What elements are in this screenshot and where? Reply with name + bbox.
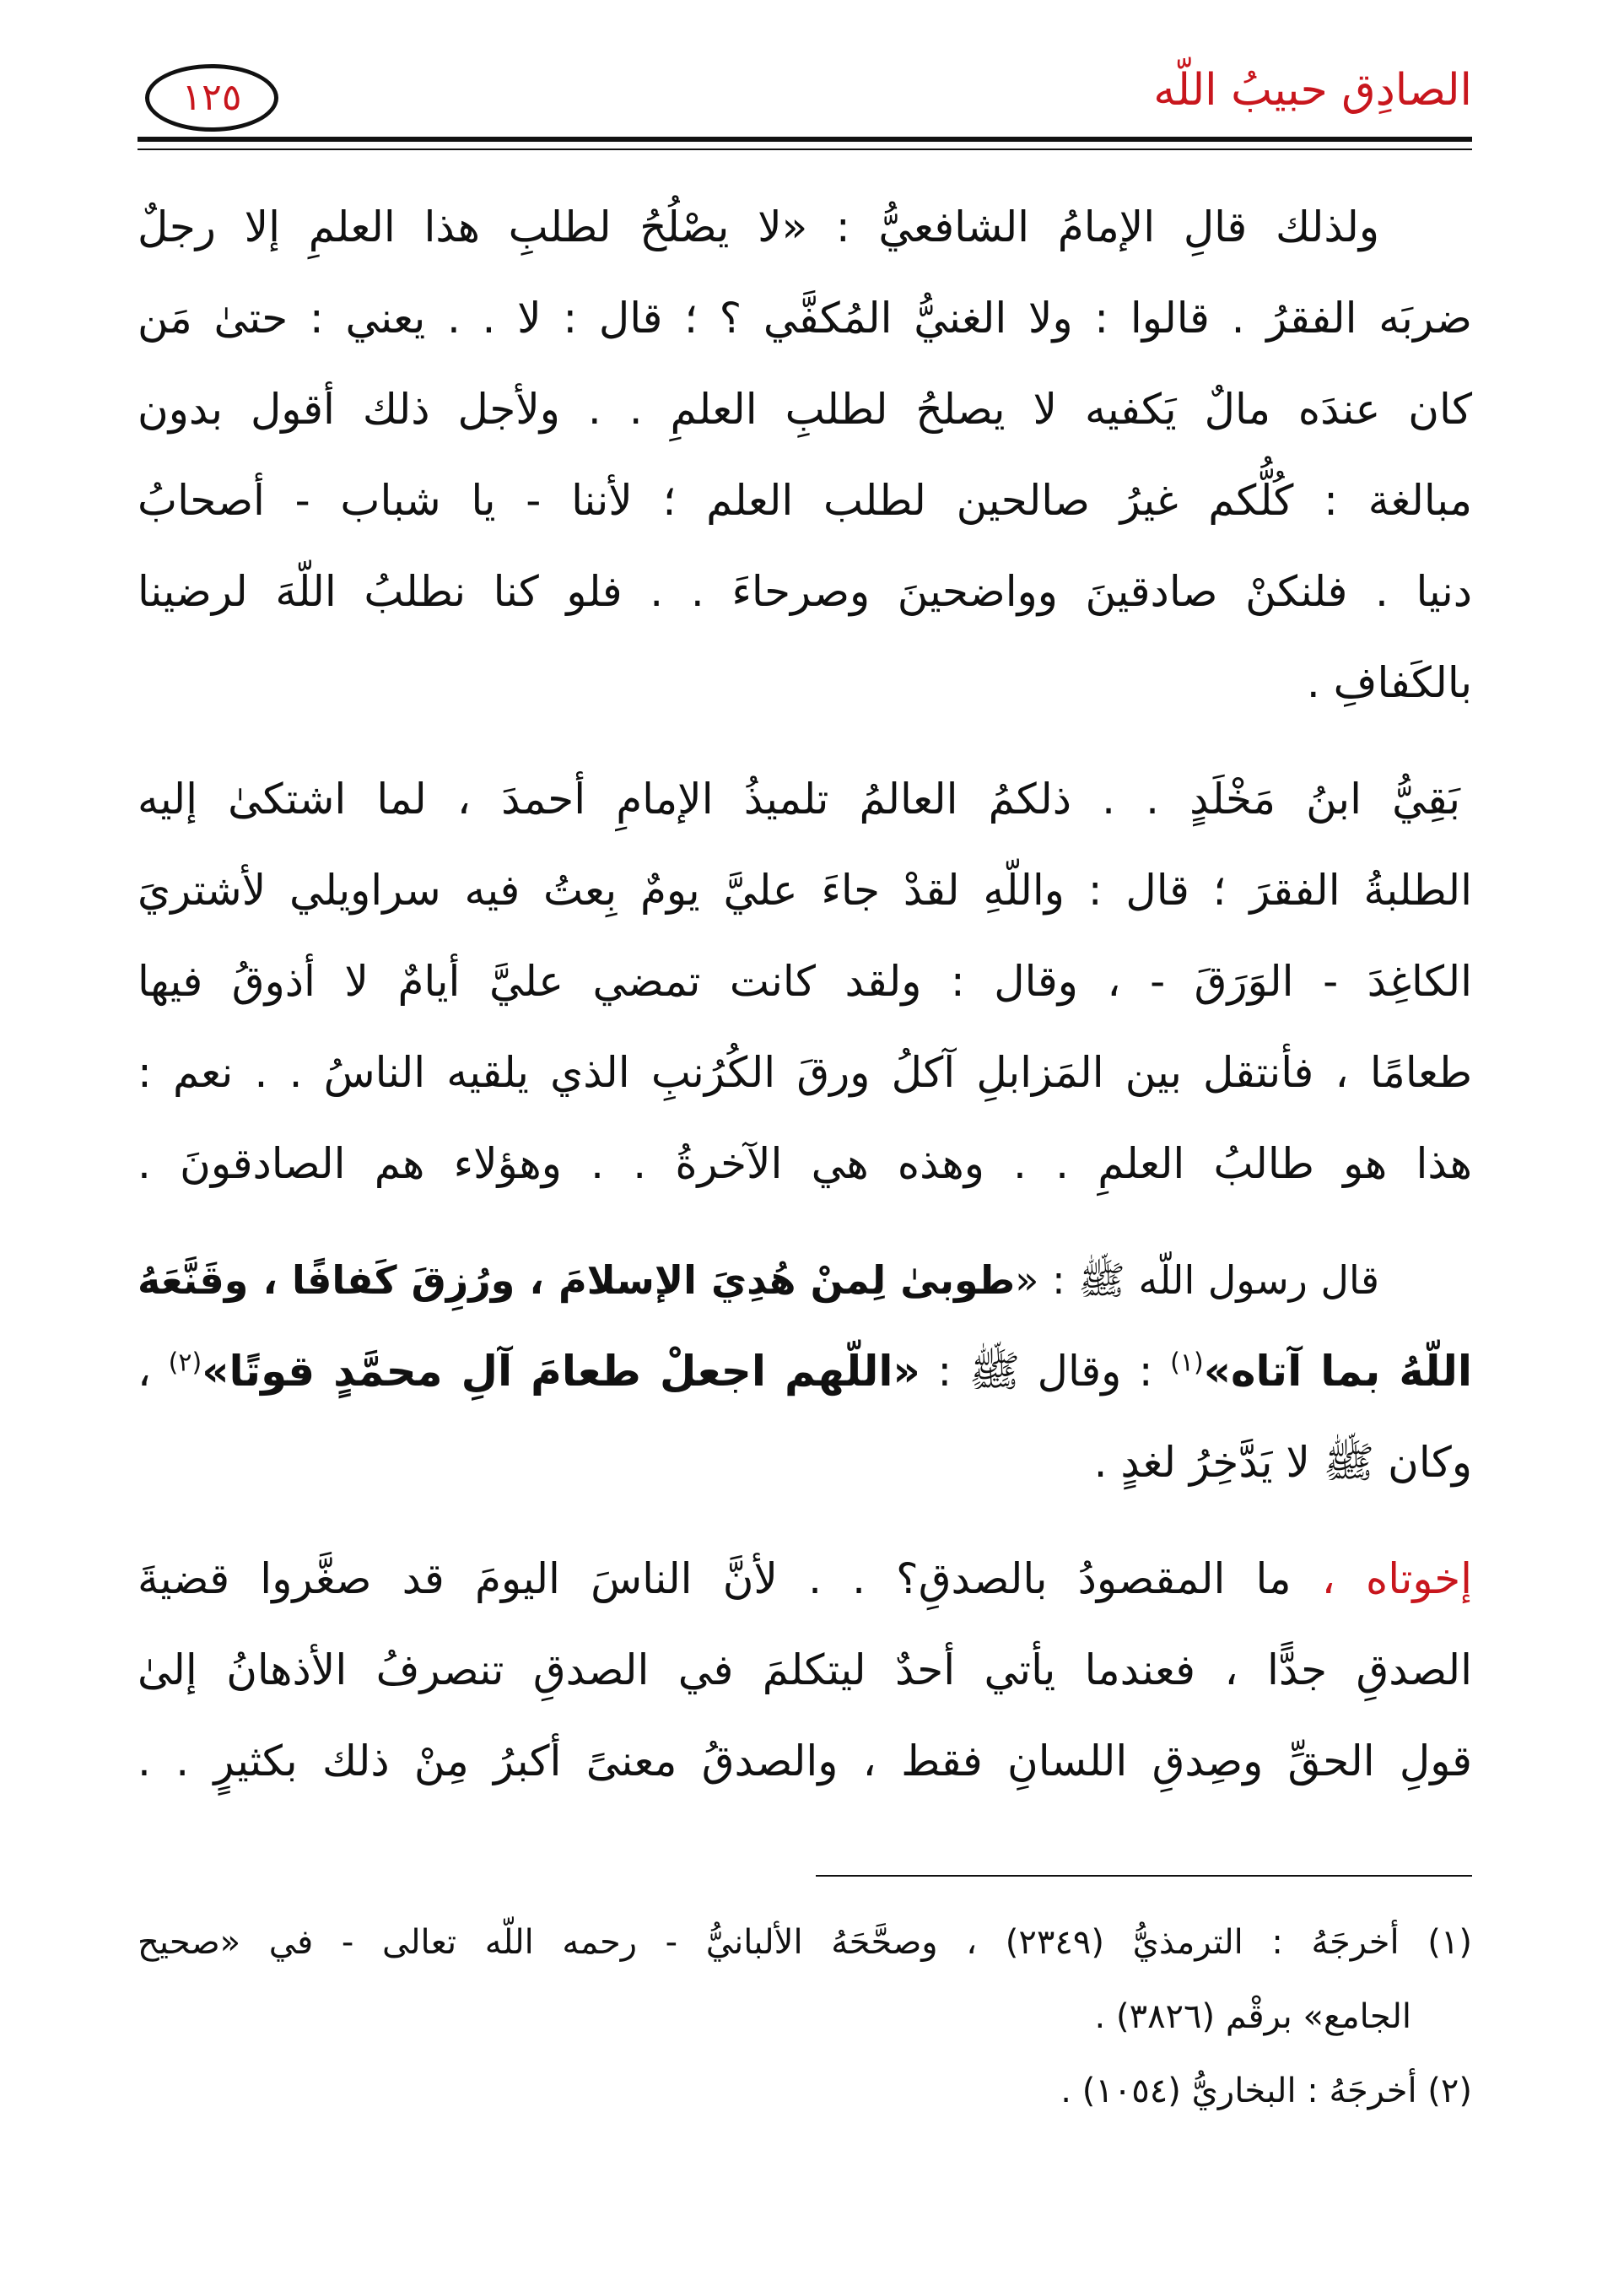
body-line: بالكَفافِ . [1306,658,1472,707]
header-rule-thick [138,137,1472,142]
body-line: مبالغة : كُلُّكم غيرُ صالحين لطلب العلم ؛ لأننا - يا شباب - أصحابُ [138,476,1472,525]
paragraph-4 [138,1533,1472,1807]
body-line: وكان ﷺ لا يَدَّخِرُ لغدٍ . [1093,1438,1472,1487]
address-word: إخوتاه ، [1321,1554,1472,1603]
hadith-quote: اللّهُ بما آتاه» [1203,1347,1472,1396]
body-line: دنيا . فلنكنْ صادقينَ وواضحينَ وصرحاءَ . . فلو كنا نطلبُ اللّهَ لرضينا [138,567,1472,616]
body-line: قولِ الحقِّ وصِدقِ اللسانِ فقط ، والصدقُ معنىً أكبرُ مِنْ ذلك بكثيرٍ . . [138,1737,1472,1785]
footnote-2-line: (٢) أخرجَهُ : البخاريُّ (١٠٥٤) . [1060,2072,1472,2110]
header-rule-thin [138,149,1472,150]
page-number-oval: ١٢٥ [145,64,278,132]
body-text: ما المقصودُ بالصدقِ؟ . . لأنَّ الناسَ اليومَ قد صغَّروا قضيةَ [138,1554,1322,1603]
body-line [138,1533,1472,1624]
footnote-ref-1: (١) [1170,1348,1204,1378]
body-line: طعامًا ، فأنتقل بين المَزابلِ آكلُ ورقَ الكُرُنبِ الذي يلقيه الناسُ . . نعم : [138,1048,1472,1097]
body-line: الصدقِ جدًّا ، فعندما يأتي أحدٌ ليتكلمَ في الصدقِ تنصرفُ الأذهانُ إلىٰ [138,1645,1472,1694]
body-line: هذا هو طالبُ العلمِ . . وهذه هي الآخرةُ . . وهؤلاء هم الصادقونَ . [138,1139,1472,1188]
hadith-lead-text: قال رسول اللّه ﷺ : « [1015,1257,1379,1303]
body-line [138,1326,1472,1417]
footnotes [138,1905,1472,2128]
paragraph-1 [138,181,1472,728]
body-line [138,1234,1472,1326]
body-line: ضربَه الفقرُ . قالوا : ولا الغنيُّ المُكفَّي ؟ ؛ قال : لا . . يعني : حتىٰ مَن [138,294,1472,343]
footnote-separator [816,1875,1472,1877]
running-title: الصادِق حبيبُ اللّه [1153,65,1472,116]
footnote-ref-2: (٢) [168,1348,202,1378]
body-line: ولذلك قالِ الإمامُ الشافعيُّ : «لا يصْلُحُ لطلبِ هذا العلمِ إلا رجلٌ [138,203,1379,251]
paragraph-3 [138,1234,1472,1508]
paragraph-2 [138,754,1472,1209]
body-line: الكاغِدَ - الوَرَقَ - ، وقال : ولقد كانت تمضي عليَّ أيامٌ لا أذوقُ فيها [138,957,1472,1006]
footnote-1-line: الجامع» برقْم (٣٨٢٦) . [1094,1997,1411,2036]
connector-text: : وقال ﷺ : [920,1347,1171,1396]
hadith-quote: طوبىٰ لِمنْ هُدِيَ الإسلامَ ، ورُزِقَ كَفافًا ، وقَنَّعَهُ [138,1257,1016,1303]
punctuation: ، [138,1347,169,1396]
body-line: بَقِيُّ ابنُ مَخْلَدٍ . . ذلكمُ العالمُ تلميذُ الإمامِ أحمدَ ، لما اشتكىٰ إليه [138,775,1460,824]
body-line: الطلبةُ الفقرَ ؛ قال : واللّهِ لقدْ جاءَ عليَّ يومٌ بِعتُ فيه سراويلي لأشتريَ [138,866,1472,915]
hadith-quote: «اللّهم اجعلْ طعامَ آلِ محمَّدٍ قوتًا» [202,1347,920,1396]
body-line: كان عندَه مالٌ يَكفيه لا يصلحُ لطلبِ العلمِ . . ولأجل ذلك أقول بدون [138,385,1472,434]
footnote-1-line: (١) أخرجَهُ : الترمذيُّ (٢٣٤٩) ، وصحَّحَهُ الألبانيُّ - رحمه اللّه تعالى - في «صحيح [138,1923,1472,1962]
